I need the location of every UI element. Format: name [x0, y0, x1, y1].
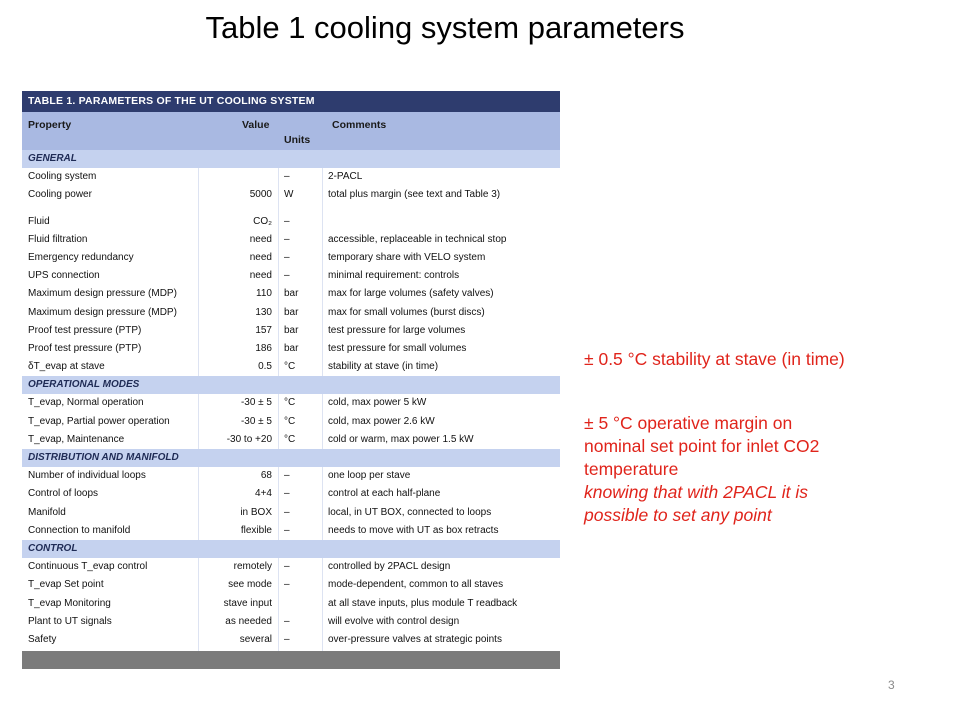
section-header	[22, 376, 560, 394]
cell-value: stave input	[223, 597, 272, 609]
cell-property: Cooling power	[28, 189, 92, 201]
cell-units: –	[284, 633, 290, 645]
cell-property: T_evap, Normal operation	[28, 397, 144, 409]
cell-value: need	[249, 233, 272, 245]
cell-value: 0.5	[258, 361, 272, 373]
cell-units: –	[284, 615, 290, 627]
cell-property: Manifold	[28, 506, 66, 518]
cell-units: –	[284, 171, 290, 183]
cell-comments: accessible, replaceable in technical stop	[328, 233, 507, 245]
cell-comments: test pressure for large volumes	[328, 324, 466, 336]
cell-value: -30 to +20	[226, 433, 272, 445]
table-row	[22, 595, 560, 613]
cell-value: flexible	[240, 524, 272, 536]
cell-value: in BOX	[240, 506, 272, 518]
header-property: Property	[28, 119, 72, 131]
margin-note-line: nominal set point for inlet CO2	[584, 436, 820, 456]
margin-note-italic-line: knowing that with 2PACL it is	[584, 482, 809, 502]
table-row	[22, 431, 560, 449]
cell-units: °C	[284, 397, 296, 409]
header-value: Value	[242, 119, 270, 131]
cell-value: need	[249, 270, 272, 282]
cell-property: T_evap Set point	[28, 579, 104, 591]
cell-property: T_evap, Partial power operation	[28, 415, 170, 427]
cell-property: Number of individual loops	[28, 470, 146, 482]
table-row	[22, 267, 560, 285]
cell-property: UPS connection	[28, 270, 100, 282]
section-header	[22, 150, 560, 168]
parameters-table	[22, 91, 560, 669]
cell-value: 130	[255, 306, 272, 318]
cell-property: Plant to UT signals	[28, 615, 112, 627]
cell-value: see mode	[228, 579, 272, 591]
cell-units: bar	[284, 324, 299, 336]
cell-property: Proof test pressure (PTP)	[28, 324, 142, 336]
header-comments: Comments	[332, 119, 387, 131]
cell-comments: minimal requirement: controls	[328, 270, 460, 282]
cell-property: Maximum design pressure (MDP)	[28, 306, 177, 318]
cell-comments: will evolve with control design	[328, 615, 460, 627]
cell-value: 157	[255, 324, 272, 336]
cell-comments: over-pressure valves at strategic points	[328, 633, 502, 645]
cell-property: Maximum design pressure (MDP)	[28, 288, 177, 300]
stability-note: ± 0.5 °C stability at stave (in time)	[584, 349, 845, 369]
page-number: 3	[888, 678, 895, 692]
cell-comments: local, in UT BOX, connected to loops	[328, 506, 492, 518]
cell-units: bar	[284, 306, 299, 318]
cell-units: °C	[284, 361, 296, 373]
cell-units: bar	[284, 342, 299, 354]
cell-property: Emergency redundancy	[28, 251, 134, 263]
cell-comments: total plus margin (see text and Table 3)	[328, 189, 501, 201]
cell-units: bar	[284, 288, 299, 300]
table-row	[22, 504, 560, 522]
table-row	[22, 205, 560, 213]
table-row	[22, 358, 560, 376]
cell-property: Safety	[28, 633, 57, 645]
cell-comments: max for small volumes (burst discs)	[328, 306, 485, 318]
section-header	[22, 449, 560, 467]
cell-property: Proof test pressure (PTP)	[28, 342, 142, 354]
header-units: Units	[284, 134, 311, 146]
table-row	[22, 285, 560, 303]
cell-units: –	[284, 233, 290, 245]
cell-value: 68	[260, 470, 272, 482]
cell-units: –	[284, 470, 290, 482]
cell-value: remotely	[233, 561, 272, 573]
cell-value: 110	[256, 288, 272, 300]
cell-comments: mode-dependent, common to all staves	[328, 579, 504, 591]
section-label: CONTROL	[28, 542, 78, 554]
table-body	[22, 150, 560, 649]
table-row	[22, 304, 560, 322]
section-label: GENERAL	[28, 153, 77, 164]
margin-note-line: temperature	[584, 459, 679, 479]
margin-note-line: ± 5 °C operative margin on	[584, 413, 793, 433]
cell-comments: one loop per stave	[328, 470, 411, 482]
table-row	[22, 413, 560, 431]
cell-comments: control at each half-plane	[328, 488, 441, 500]
table-row	[22, 249, 560, 267]
cell-value: CO₂	[253, 215, 272, 227]
cell-units: –	[284, 488, 290, 500]
cell-value: 4+4	[255, 488, 272, 500]
table-row	[22, 485, 560, 503]
cell-comments: stability at stave (in time)	[328, 361, 439, 373]
cell-value: several	[239, 633, 272, 645]
cell-comments: at all stave inputs, plus module T readback	[328, 597, 518, 609]
table-row	[22, 522, 560, 540]
cell-value: as needed	[225, 615, 272, 627]
cell-property: Connection to manifold	[28, 524, 131, 536]
table-footer-bar	[22, 651, 560, 669]
margin-note	[584, 412, 904, 527]
table-row	[22, 186, 560, 204]
cell-property: Fluid	[28, 215, 50, 227]
cell-units: –	[284, 524, 290, 536]
table-row	[22, 467, 560, 485]
cell-units: °C	[284, 415, 296, 427]
cell-comments: temporary share with VELO system	[328, 251, 486, 263]
table-row	[22, 576, 560, 594]
table-row	[22, 613, 560, 631]
cell-property: T_evap Monitoring	[28, 597, 111, 609]
cell-value: -30 ± 5	[240, 397, 272, 409]
table-row	[22, 322, 560, 340]
cell-comments: controlled by 2PACL design	[328, 561, 451, 573]
table-caption: TABLE 1. PARAMETERS OF THE UT COOLING SYSTEM	[22, 91, 560, 112]
cell-comments: needs to move with UT as box retracts	[328, 524, 499, 536]
section-header	[22, 540, 560, 558]
cell-property: Cooling system	[28, 171, 97, 183]
table-row	[22, 558, 560, 576]
section-label: OPERATIONAL MODES	[28, 379, 140, 391]
cell-property: Continuous T_evap control	[28, 561, 148, 573]
cell-units: –	[284, 561, 290, 573]
table-row	[22, 340, 560, 358]
margin-note-italic-line: possible to set any point	[584, 505, 772, 525]
cell-property: Control of loops	[28, 488, 99, 500]
cell-value: 5000	[249, 189, 272, 201]
table-row	[22, 631, 560, 649]
cell-comments: cold or warm, max power 1.5 kW	[328, 433, 474, 445]
cell-units: –	[284, 579, 290, 591]
cell-units: °C	[284, 433, 296, 445]
cell-value: -30 ± 5	[240, 415, 272, 427]
cell-units: –	[284, 506, 290, 518]
cell-comments: 2-PACL	[328, 171, 363, 183]
table-row	[22, 231, 560, 249]
cell-comments: max for large volumes (safety valves)	[328, 288, 494, 300]
cell-value: need	[249, 251, 272, 263]
table-row	[22, 394, 560, 412]
cell-property: δT_evap at stave	[28, 361, 105, 373]
cell-property: Fluid filtration	[28, 233, 88, 245]
slide-title: Table 1 cooling system parameters	[205, 10, 685, 45]
table-row	[22, 213, 560, 231]
table-header-row	[22, 112, 560, 150]
cell-units: –	[284, 270, 290, 282]
cell-units: –	[284, 251, 290, 263]
cell-comments: test pressure for small volumes	[328, 342, 467, 354]
cell-value: 186	[255, 342, 272, 354]
cell-property: T_evap, Maintenance	[28, 433, 125, 445]
section-label: DISTRIBUTION AND MANIFOLD	[28, 452, 179, 463]
cell-units: W	[284, 189, 294, 201]
cell-comments: cold, max power 5 kW	[328, 397, 427, 409]
table-row	[22, 168, 560, 186]
cell-units: –	[284, 215, 290, 227]
cell-comments: cold, max power 2.6 kW	[328, 415, 435, 427]
